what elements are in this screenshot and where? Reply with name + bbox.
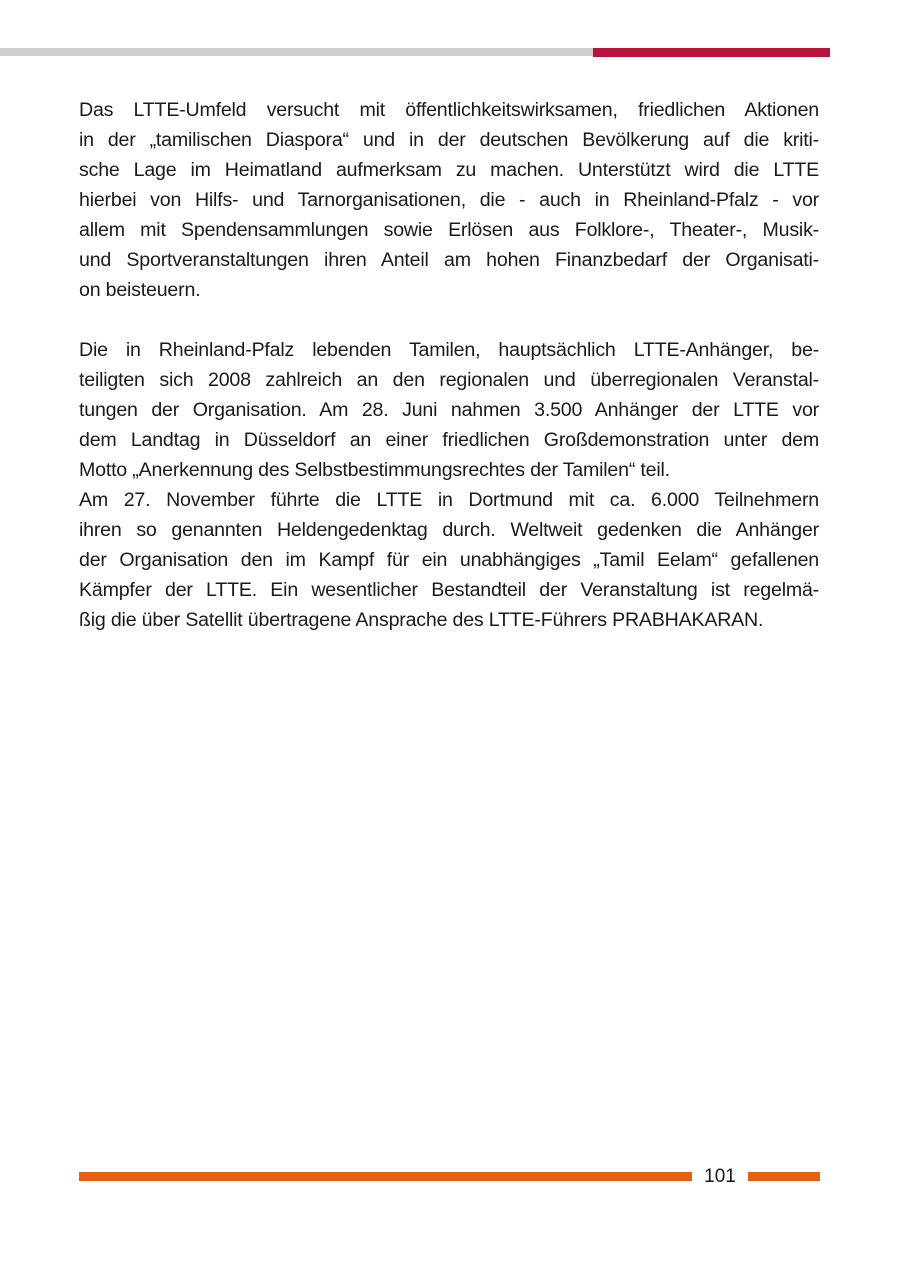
top-rule-red (593, 48, 830, 57)
text-line: Am 27. November führte die LTTE in Dortmund mit ca. 6.000 Teilnehmern (79, 489, 819, 511)
paragraph-gap (79, 305, 819, 335)
text-line: ßig die über Satellit übertragene Ansprache des LTTE-Führers PRABHAKARAN. (79, 609, 764, 631)
text-line: ihren so genannten Heldengedenktag durch. Weltweit gedenken die Anhänger (79, 519, 819, 541)
text-line: der Organisation den im Kampf für ein unabhängiges „Tamil Eelam“ gefallenen (79, 549, 819, 571)
page-number: 101 (704, 1166, 736, 1187)
text-line: dem Landtag in Düsseldorf an einer friedlichen Großdemonstration unter dem (79, 429, 819, 451)
text-line: Motto „Anerkennung des Selbstbestimmungsrechtes der Tamilen“ teil. (79, 459, 670, 481)
text-line: Das LTTE-Umfeld versucht mit öffentlichkeitswirksamen, friedlichen Aktionen (79, 99, 819, 121)
text-line: in der „tamilischen Diaspora“ und in der deutschen Bevölkerung auf die kriti- (79, 129, 819, 151)
body-text (79, 95, 819, 635)
text-line: teiligten sich 2008 zahlreich an den regionalen und überregionalen Veranstal- (79, 369, 819, 391)
text-line: hierbei von Hilfs- und Tarnorganisationen, die - auch in Rheinland-Pfalz - vor (79, 189, 819, 211)
text-line: on beisteuern. (79, 279, 201, 301)
paragraph-2 (79, 335, 819, 635)
text-line: tungen der Organisation. Am 28. Juni nahmen 3.500 Anhänger der LTTE vor (79, 399, 819, 421)
paragraph-1 (79, 95, 819, 305)
text-line: allem mit Spendensammlungen sowie Erlösen aus Folklore-, Theater-, Musik- (79, 219, 819, 241)
top-rule-gray (0, 48, 593, 56)
text-line: sche Lage im Heimatland aufmerksam zu machen. Unterstützt wird die LTTE (79, 159, 819, 181)
text-line: und Sportveranstaltungen ihren Anteil am hohen Finanzbedarf der Organisati- (79, 249, 819, 271)
footer-rule-right (748, 1172, 820, 1181)
text-line: Kämpfer der LTTE. Ein wesentlicher Bestandteil der Veranstaltung ist regelmä- (79, 579, 819, 601)
footer-rule-left (79, 1172, 692, 1181)
text-line: Die in Rheinland-Pfalz lebenden Tamilen, hauptsächlich LTTE-Anhänger, be- (79, 339, 819, 361)
